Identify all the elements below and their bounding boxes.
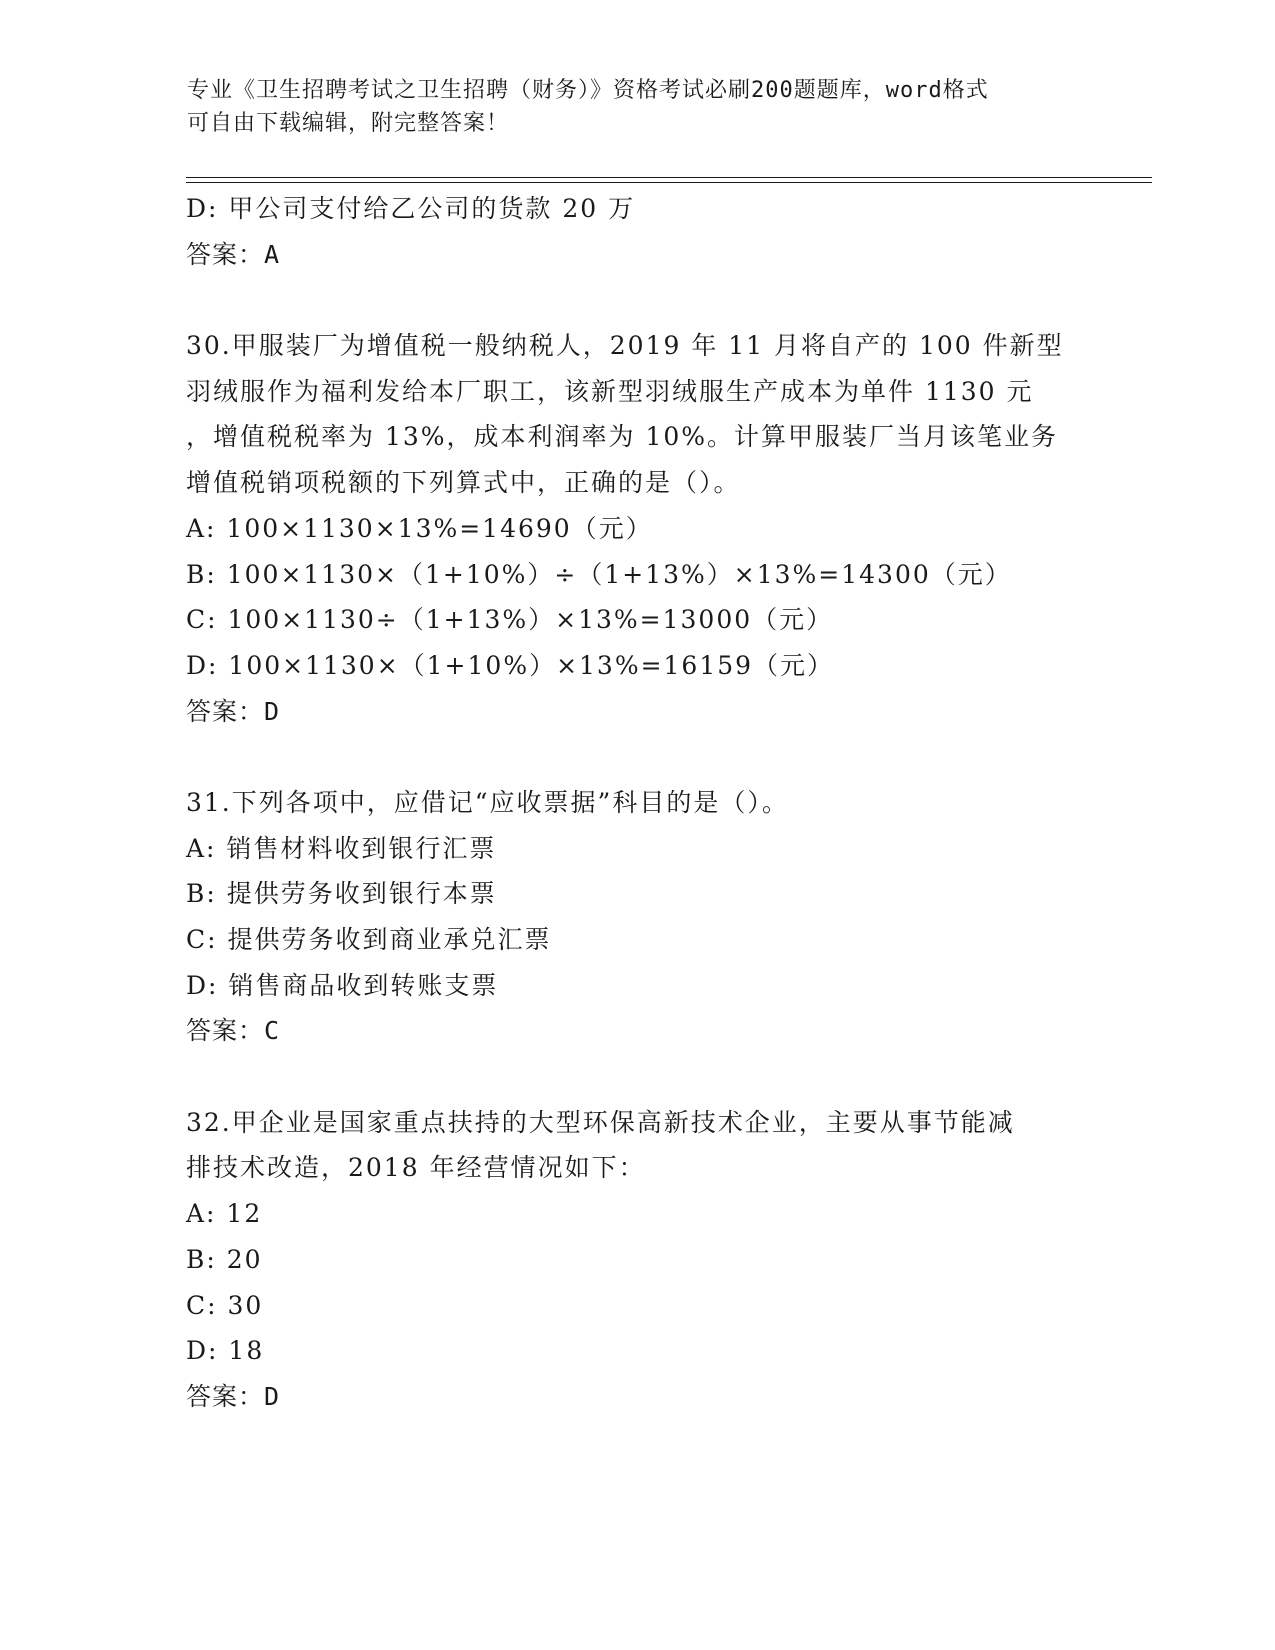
question-31-text-line-1: 31.下列各项中，应借记“应收票据”科目的是（）。 (186, 787, 789, 817)
document-header (187, 74, 1067, 140)
question-32-option-b: B: 20 (186, 1244, 263, 1274)
question-30-option-a: A: 100×1130×13%=14690（元） (186, 513, 653, 543)
question-30-option-b: B: 100×1130×（1+10%）÷（1+13%）×13%=14300（元） (186, 559, 1012, 589)
question-31-answer: 答案：C (186, 1016, 281, 1046)
question-30-text-line-4: 增值税销项税额的下列算式中，正确的是（）。 (186, 468, 741, 498)
question-30-text-line-1: 30.甲服装厂为增值税一般纳税人，2019 年 11 月将自产的 100 件新型 (186, 331, 1064, 361)
question-32 (186, 1100, 1086, 1420)
question-30 (186, 323, 1086, 734)
question-30-answer: 答案：D (186, 696, 281, 726)
question-31-option-b: B: 提供劳务收到银行本票 (186, 879, 497, 909)
question-31 (186, 780, 1086, 1054)
question-30-option-c: C: 100×1130÷（1+13%）×13%=13000（元） (186, 605, 834, 635)
header-divider-top (186, 177, 1152, 178)
question-30-text-line-2: 羽绒服作为福利发给本厂职工，该新型羽绒服生产成本为单件 1130 元 (186, 376, 1034, 406)
question-31-option-d: D: 销售商品收到转账支票 (186, 970, 499, 1000)
question-32-text-line-2: 排技术改造，2018 年经营情况如下： (186, 1153, 646, 1183)
question-32-option-d: D: 18 (186, 1336, 265, 1366)
question-content (186, 186, 1086, 1420)
spacer (186, 1054, 1086, 1100)
question-32-text-line-1: 32.甲企业是国家重点扶持的大型环保高新技术企业，主要从事节能减 (186, 1107, 1015, 1137)
question-31-option-a: A: 销售材料收到银行汇票 (186, 833, 497, 863)
header-line-1: 专业《卫生招聘考试之卫生招聘（财务）》资格考试必刷200题题库，word格式 (187, 78, 989, 103)
prev-answer: 答案：A (186, 239, 281, 269)
question-30-option-d: D: 100×1130×（1+10%）×13%=16159（元） (186, 650, 835, 680)
question-32-option-c: C: 30 (186, 1290, 264, 1320)
question-31-option-c: C: 提供劳务收到商业承兑汇票 (186, 925, 552, 954)
spacer (186, 277, 1086, 323)
question-30-text-line-3: ，增值税税率为 13%，成本利润率为 10%。计算甲服装厂当月该笔业务 (186, 422, 1059, 452)
prev-option-d: D: 甲公司支付给乙公司的货款 20 万 (186, 194, 636, 223)
header-divider-bottom (186, 182, 1152, 183)
header-line-2: 可自由下载编辑，附完整答案！ (187, 111, 510, 136)
question-32-answer: 答案：D (186, 1381, 281, 1411)
spacer (186, 734, 1086, 780)
question-32-option-a: A: 12 (186, 1199, 263, 1229)
